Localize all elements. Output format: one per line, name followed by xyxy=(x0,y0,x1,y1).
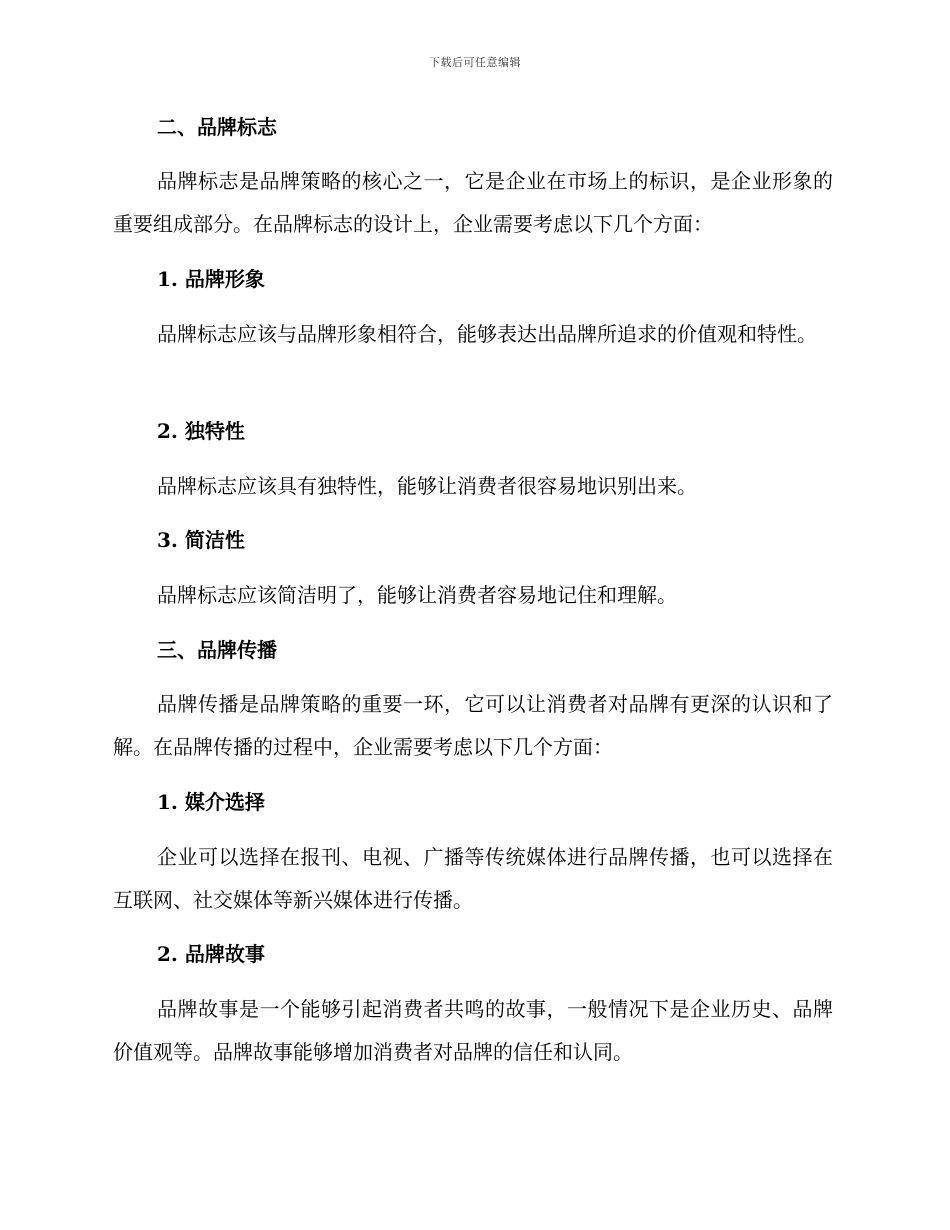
section-heading-brand-communication: 三、品牌传播 xyxy=(157,638,277,662)
section-paragraph-brand-logo: 品牌标志是品牌策略的核心之一，它是企业在市场上的标识，是企业形象的重要组成部分。在品牌标志的设计上，企业需要考虑以下几个方面： xyxy=(113,169,833,236)
paragraph-brand-image: 品牌标志应该与品牌形象相符合，能够表达出品牌所追求的价值观和特性。 xyxy=(157,322,817,346)
paragraph-media-selection: 企业可以选择在报刊、电视、广播等传统媒体进行品牌传播，也可以选择在互联网、社交媒体等新兴媒体进行传播。 xyxy=(113,845,833,912)
section-heading-brand-logo: 二、品牌标志 xyxy=(157,115,277,139)
subheading-brand-story: 2. 品牌故事 xyxy=(157,942,265,966)
subheading-uniqueness: 2. 独特性 xyxy=(157,419,245,443)
subheading-brand-image: 1. 品牌形象 xyxy=(157,267,265,291)
subheading-simplicity: 3. 简洁性 xyxy=(157,528,245,552)
section-paragraph-brand-communication: 品牌传播是品牌策略的重要一环，它可以让消费者对品牌有更深的认识和了解。在品牌传播的过程中，企业需要考虑以下几个方面： xyxy=(113,692,833,759)
page-header: 下载后可任意编辑 xyxy=(429,56,521,69)
subheading-media-selection: 1. 媒介选择 xyxy=(157,790,265,814)
paragraph-uniqueness: 品牌标志应该具有独特性，能够让消费者很容易地识别出来。 xyxy=(157,474,697,498)
paragraph-simplicity: 品牌标志应该简洁明了，能够让消费者容易地记住和理解。 xyxy=(157,583,677,607)
paragraph-brand-story: 品牌故事是一个能够引起消费者共鸣的故事，一般情况下是企业历史、品牌价值观等。品牌故事能够增加消费者对品牌的信任和认同。 xyxy=(113,997,833,1064)
